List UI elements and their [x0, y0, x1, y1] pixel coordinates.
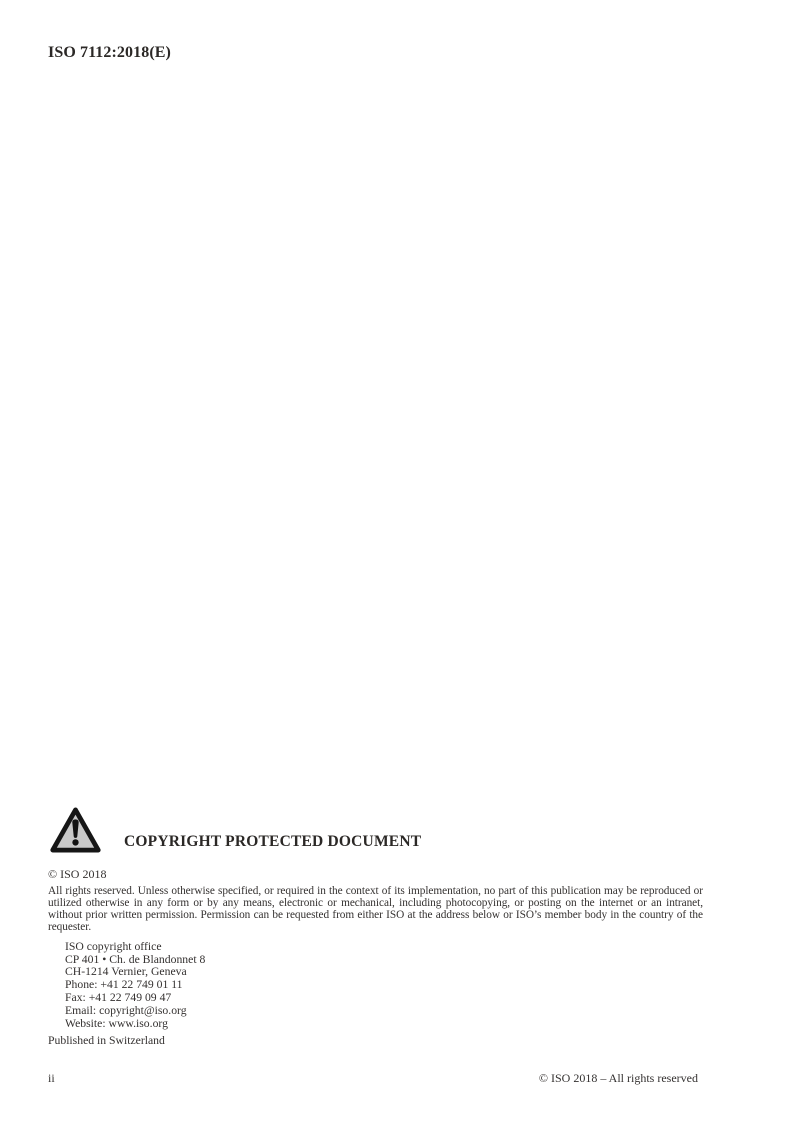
copyright-section [48, 805, 703, 1047]
page-number: ii [48, 1071, 55, 1085]
warning-triangle-icon [48, 805, 103, 856]
address-line: CH-1214 Vernier, Geneva [65, 965, 187, 979]
page-footer [48, 1071, 698, 1086]
copyright-body-paragraph: All rights reserved. Unless otherwise specified, or required in the context of its implementation, no part of this publication may be reproduced or utilized otherwise in any form or by any means, electronic or mechanical, including photocopying, or posting on the internet or an intranet, without prior written permission. Permission can be requested from either ISO at the address below or ISO’s member body in the country of the requester. [48, 885, 703, 933]
address-line: Email: copyright@iso.org [65, 1004, 187, 1018]
iso-address-block [65, 941, 703, 1031]
footer-copyright: © ISO 2018 – All rights reserved [538, 1071, 698, 1085]
copyright-banner [48, 805, 703, 856]
address-line: CP 401 • Ch. de Blandonnet 8 [65, 952, 206, 966]
copyright-title: COPYRIGHT PROTECTED DOCUMENT [124, 833, 422, 850]
address-line: Fax: +41 22 749 09 47 [65, 991, 172, 1005]
address-line: Phone: +41 22 749 01 11 [65, 978, 183, 992]
address-line: Website: www.iso.org [65, 1017, 168, 1031]
copyright-year-line: © ISO 2018 [48, 867, 107, 881]
address-line: ISO copyright office [65, 939, 162, 953]
published-line: Published in Switzerland [48, 1033, 165, 1047]
document-number: ISO 7112:2018(E) [48, 44, 171, 61]
